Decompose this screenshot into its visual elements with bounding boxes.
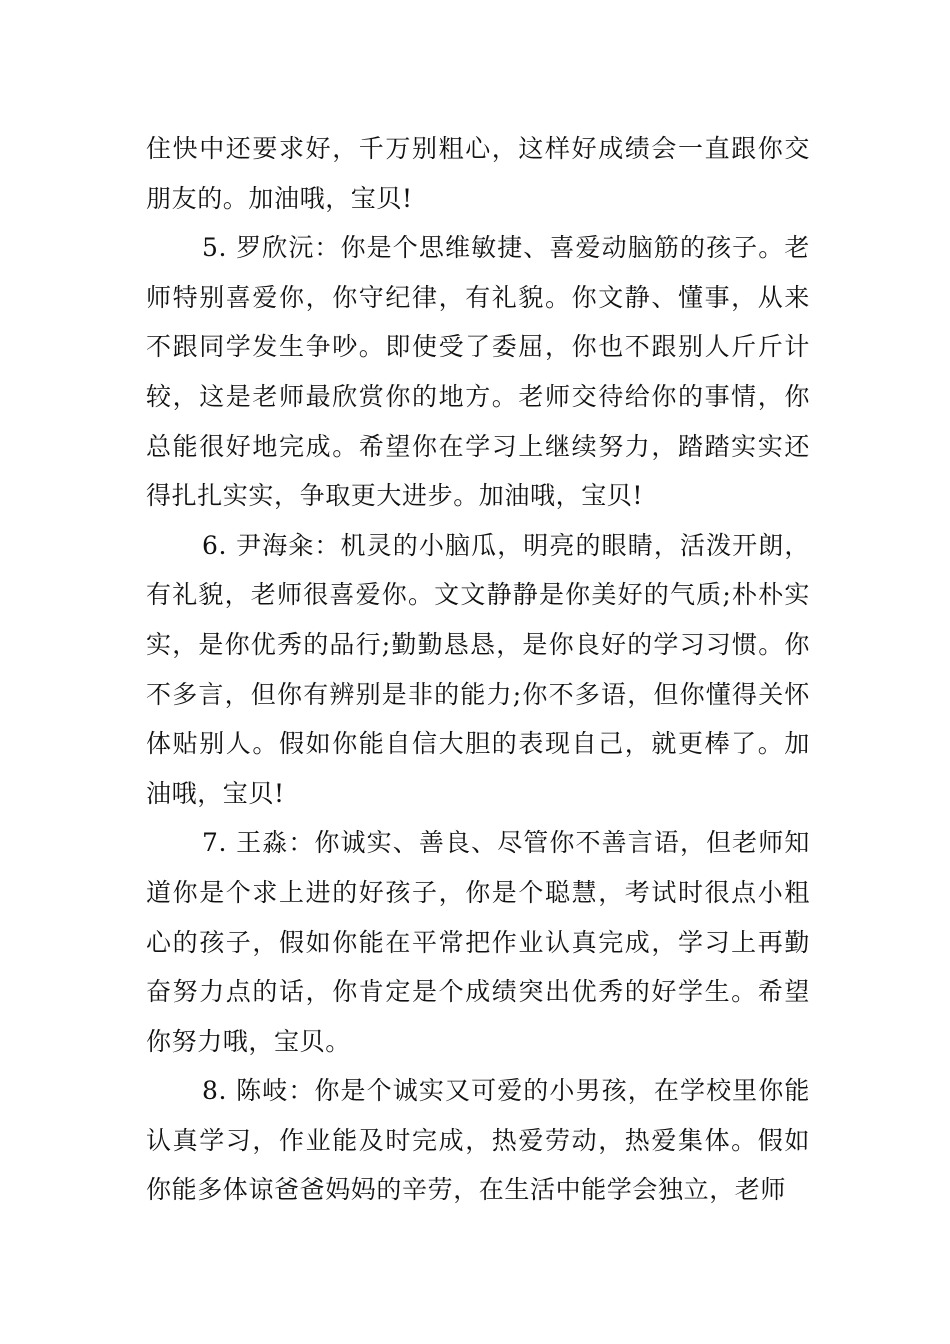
paragraph-comment-7: 7. 王淼：你诚实、善良、尽管你不善言语，但老师知道你是个求上进的好孩子，你是个聪慧，考试时很点小粗心的孩子，假如你能在平常把作业认真完成，学习上再勤奋努力点的话，你肯定是个成绩突出优秀的好学生。希望你努力哦，宝贝。 [146,828,810,1056]
paragraph-comment-8: 8. 陈岐：你是个诚实又可爱的小男孩，在学校里你能认真学习，作业能及时完成，热爱劳动，热爱集体。假如你能多体谅爸爸妈妈的辛劳，在生活中能学会独立，老师 [146,1076,810,1205]
document-body [146,124,810,1215]
paragraph-comment-5: 5. 罗欣沅：你是个思维敏捷、喜爱动脑筋的孩子。老师特别喜爱你，你守纪律，有礼貌。你文静、懂事，从来不跟同学发生争吵。即使受了委屈，你也不跟别人斤斤计较，这是老师最欣赏你的地方。老师交待给你的事情，你总能很好地完成。希望你在学习上继续努力，踏踏实实还得扎扎实实，争取更大进步。加油哦，宝贝! [146,233,810,511]
paragraph-continued: 住快中还要求好，千万别粗心，这样好成绩会一直跟你交朋友的。加油哦，宝贝! [146,134,810,213]
paragraph-comment-6: 6. 尹海籴：机灵的小脑瓜，明亮的眼睛，活泼开朗，有礼貌，老师很喜爱你。文文静静是你美好的气质;朴朴实实，是你优秀的品行;勤勤恳恳，是你良好的学习习惯。你不多言，但你有辨别是非的能力;你不多语，但你懂得关怀体贴别人。假如你能自信大胆的表现自己，就更棒了。加油哦，宝贝! [146,530,810,808]
